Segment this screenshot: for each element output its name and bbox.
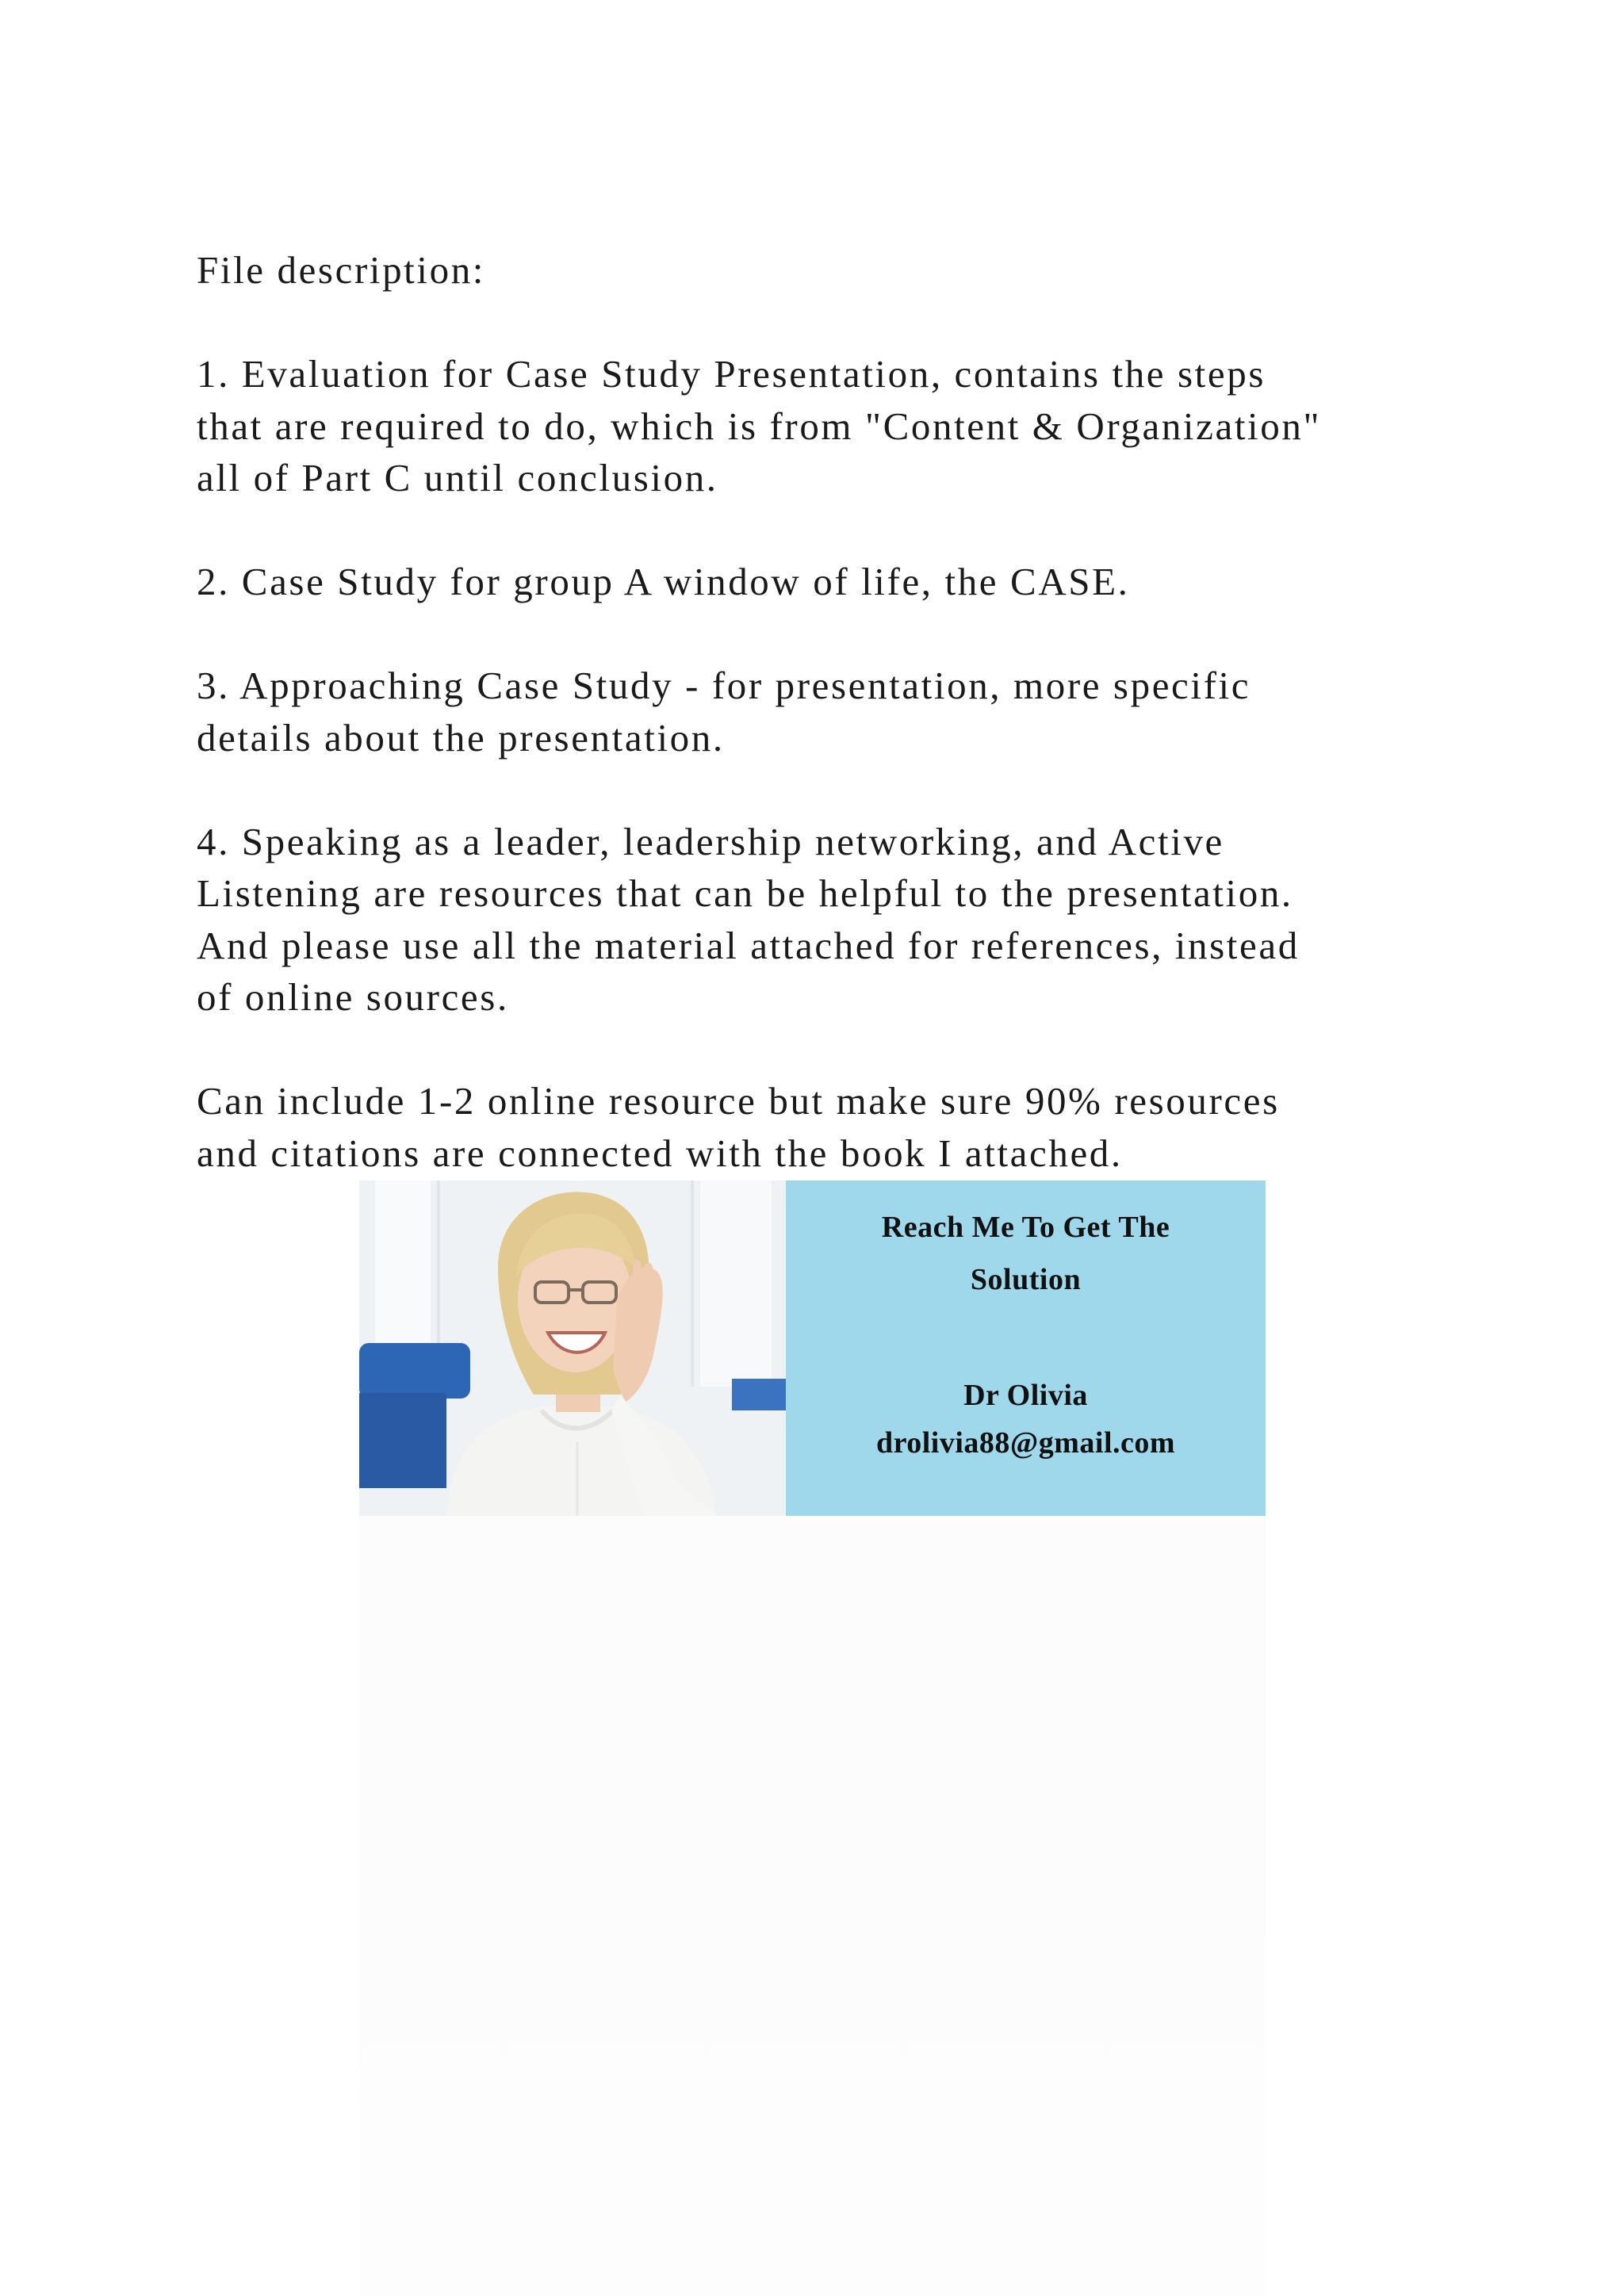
- text-line: File description:: [197, 248, 486, 292]
- text-line: details about the presentation.: [197, 715, 725, 760]
- text-line: all of Part C until conclusion.: [197, 456, 718, 499]
- text-line: 3. Approaching Case Study - for presentation, more specific: [197, 664, 1251, 707]
- paragraph-gap: [197, 504, 1465, 557]
- paragraph-gap: [197, 297, 1465, 349]
- text-line: 1. Evaluation for Case Study Presentation, contains the steps: [197, 352, 1266, 396]
- banner-headline: Reach Me To Get The: [881, 1211, 1170, 1244]
- text-line: of online sources.: [197, 975, 509, 1019]
- faint-background-region: [359, 1516, 1266, 2296]
- contact-banner: [359, 1181, 1266, 1516]
- smiling-woman-photo-icon: [359, 1181, 786, 1516]
- paragraph-gap: [197, 763, 1465, 816]
- contact-info-panel: [786, 1181, 1266, 1516]
- text-line: And please use all the material attached for references, instead: [197, 923, 1300, 967]
- text-line: Can include 1-2 online resource but make sure 90% resources: [197, 1079, 1280, 1123]
- text-line: 4. Speaking as a leader, leadership networking, and Active: [197, 819, 1224, 863]
- text-line: Listening are resources that can be helpful to the presentation.: [197, 871, 1293, 915]
- file-description-text: [197, 244, 1465, 1179]
- contact-name: Dr Olivia: [963, 1379, 1088, 1412]
- text-line: that are required to do, which is from "Content & Organization": [197, 404, 1322, 448]
- text-line: and citations are connected with the book I attached.: [197, 1131, 1123, 1175]
- text-line: 2. Case Study for group A window of life, the CASE.: [197, 560, 1130, 603]
- paragraph-gap: [197, 608, 1465, 660]
- paragraph-gap: [197, 1024, 1465, 1076]
- banner-headline-continued: Solution: [970, 1263, 1082, 1296]
- contact-email[interactable]: drolivia88@gmail.com: [875, 1426, 1176, 1460]
